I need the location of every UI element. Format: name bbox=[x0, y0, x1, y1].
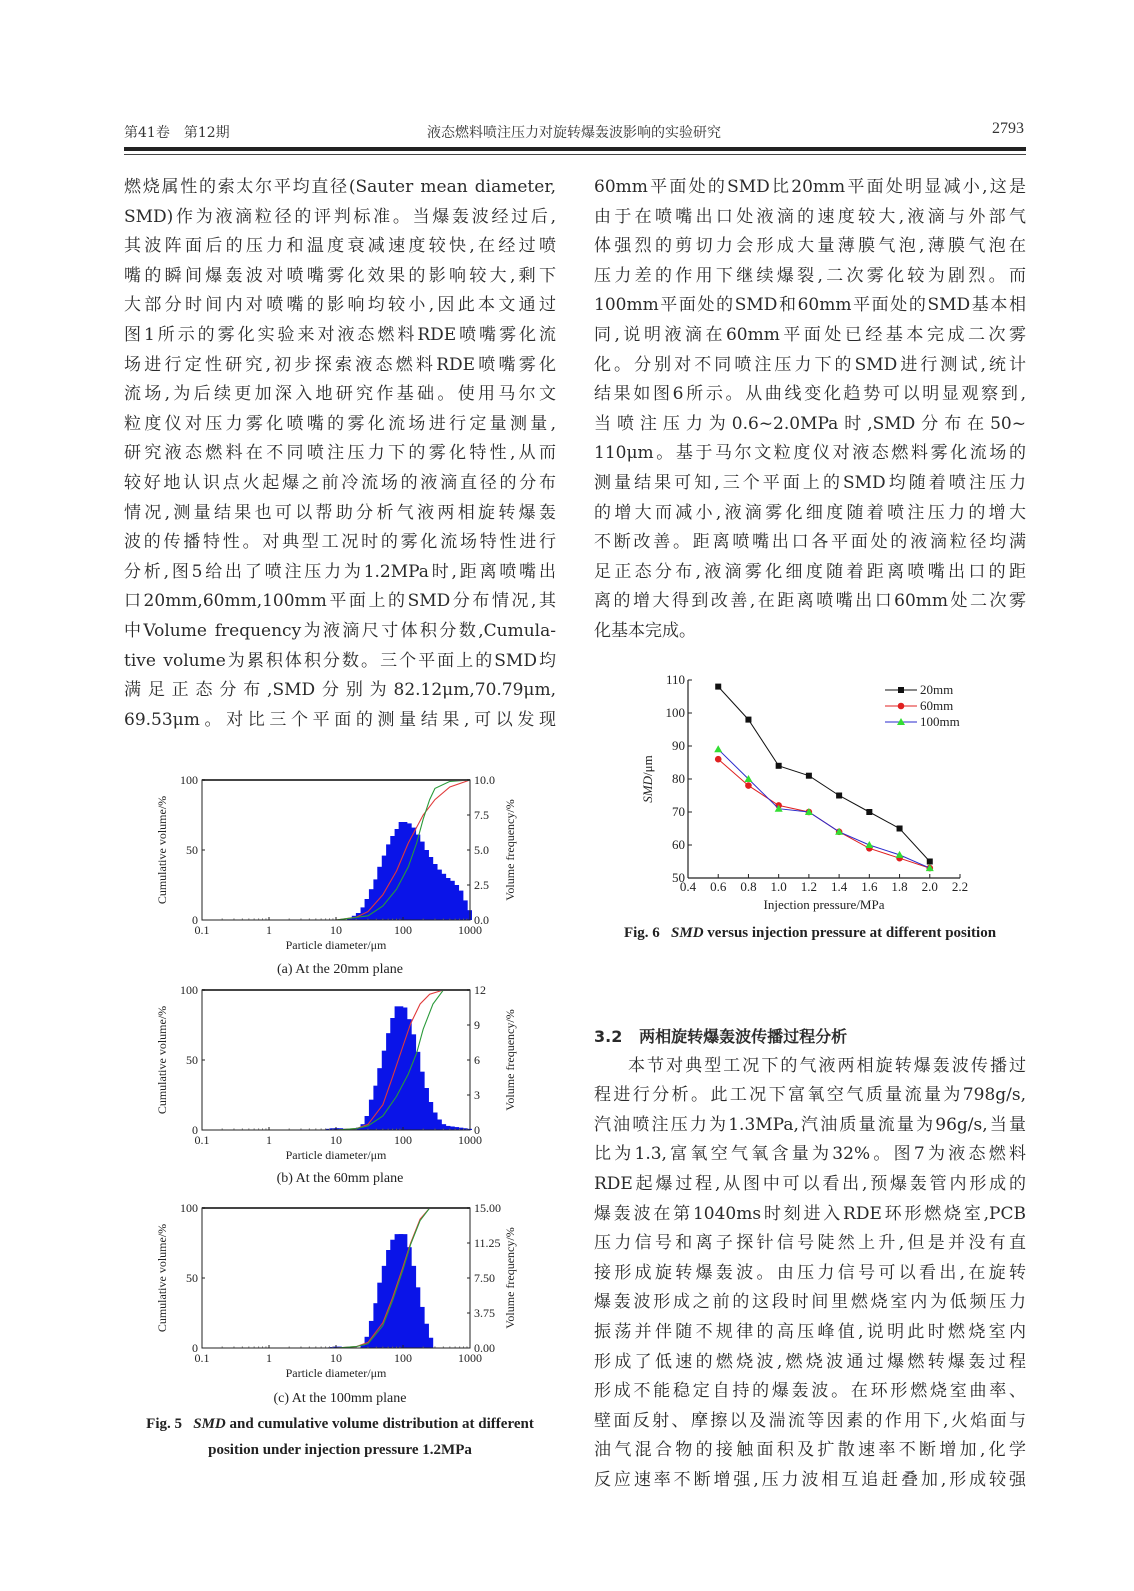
running-header bbox=[124, 118, 1024, 142]
x-axis-label: Particle diameter/μm bbox=[285, 1148, 387, 1162]
y-right-axis-label: Volume frequency/% bbox=[503, 1009, 517, 1111]
right-column-text bbox=[594, 173, 1026, 647]
text-line: 图1所示的雾化实验来对液态燃料RDE喷嘴雾化流 bbox=[124, 324, 556, 345]
fig5b-chart bbox=[140, 980, 540, 1190]
y-axis-label-italic: SMD bbox=[640, 775, 655, 803]
text-line: 研究液态燃料在不同喷注压力下的雾化特性,从而 bbox=[124, 443, 556, 464]
y-right-tick-label: 0 bbox=[474, 1123, 480, 1137]
page-number: 2793 bbox=[992, 120, 1024, 137]
y-right-tick-label: 2.5 bbox=[474, 878, 489, 892]
y-right-tick-label: 15.00 bbox=[474, 1201, 501, 1215]
y-left-axis-label: Cumulative volume/% bbox=[155, 795, 169, 905]
x-tick-label: 100 bbox=[394, 1133, 412, 1147]
fig6-chart bbox=[630, 668, 990, 920]
fig5-caption-smd: SMD bbox=[193, 1416, 226, 1432]
x-tick-label: 1.8 bbox=[891, 879, 908, 894]
text-line: 粒度仪对压力雾化喷嘴的雾化流场进行定量测量, bbox=[124, 413, 556, 434]
x-tick-label: 1.2 bbox=[800, 879, 818, 894]
text-line: 波的传播特性。对典型工况时的雾化流场特性进行 bbox=[124, 532, 556, 553]
header-rule-thick bbox=[124, 147, 1026, 151]
y-axis-label-unit: /μm bbox=[640, 755, 655, 776]
x-tick-label: 1 bbox=[266, 1351, 272, 1365]
histogram-bar bbox=[463, 910, 472, 920]
y-right-tick-label: 3.75 bbox=[474, 1306, 495, 1320]
y-right-tick-label: 7.5 bbox=[474, 808, 489, 822]
y-tick-label: 70 bbox=[672, 804, 685, 819]
y-right-tick-label: 0.00 bbox=[474, 1341, 495, 1355]
y-left-tick-label: 100 bbox=[180, 983, 198, 997]
y-tick-label: 100 bbox=[665, 705, 685, 720]
y-right-tick-label: 3 bbox=[474, 1088, 480, 1102]
marker-square bbox=[927, 859, 933, 865]
text-line: 中Volume frequency为液滴尺寸体积分数,Cumula- bbox=[124, 620, 556, 641]
text-line: 100mm平面处的SMD和60mm平面处的SMD基本相 bbox=[594, 295, 1026, 316]
text-line: 嘴的瞬间爆轰波对喷嘴雾化效果的影响较大,剩下 bbox=[124, 265, 556, 286]
x-axis-label: Injection pressure/MPa bbox=[763, 897, 885, 912]
y-left-axis-label: Cumulative volume/% bbox=[155, 1005, 169, 1115]
series-line-100mm bbox=[718, 749, 930, 868]
text-line: 110μm。基于马尔文粒度仪对液态燃料雾化流场的 bbox=[594, 443, 1026, 464]
text-line: 离的增大得到改善,在距离喷嘴出口60mm处二次雾 bbox=[594, 591, 1026, 612]
y-right-tick-label: 0.0 bbox=[474, 913, 489, 927]
text-line: 接形成旋转爆轰波。由压力信号可以看出,在旋转 bbox=[594, 1262, 1026, 1283]
x-tick-label: 1000 bbox=[458, 1351, 482, 1365]
text-line: 口20mm,60mm,100mm平面上的SMD分布情况,其 bbox=[124, 591, 556, 612]
y-left-tick-label: 50 bbox=[186, 1271, 198, 1285]
x-tick-label: 0.8 bbox=[740, 879, 757, 894]
y-left-tick-label: 100 bbox=[180, 773, 198, 787]
x-tick-label: 2.0 bbox=[921, 879, 938, 894]
text-line: 较好地认识点火起爆之前冷流场的液滴直径的分布 bbox=[124, 472, 556, 493]
text-line: 汽油喷注压力为1.3MPa,汽油质量流量为96g/s,当量 bbox=[594, 1114, 1026, 1135]
y-tick-label: 110 bbox=[665, 672, 685, 687]
x-axis-label: Particle diameter/μm bbox=[285, 1366, 387, 1380]
fig6-caption-rest: versus injection pressure at different position bbox=[703, 925, 997, 941]
y-tick-label: 50 bbox=[672, 870, 685, 885]
marker-square bbox=[866, 809, 872, 815]
marker-circle bbox=[745, 782, 752, 789]
text-line: 形成了低速的燃烧波,燃烧波通过爆燃转爆轰过程 bbox=[594, 1351, 1026, 1372]
x-tick-label: 1000 bbox=[458, 923, 482, 937]
x-tick-label: 1.6 bbox=[861, 879, 878, 894]
x-tick-label: 0.1 bbox=[194, 1133, 210, 1147]
y-right-tick-label: 11.25 bbox=[474, 1236, 501, 1250]
x-tick-label: 1 bbox=[266, 1133, 272, 1147]
y-right-axis-label: Volume frequency/% bbox=[503, 799, 517, 901]
text-line: 压力信号和离子探针信号陡然上升,但是并没有直 bbox=[594, 1233, 1026, 1254]
x-tick-label: 100 bbox=[394, 923, 412, 937]
marker-square bbox=[898, 687, 904, 693]
x-tick-label: 0.4 bbox=[679, 879, 697, 894]
x-tick-label: 1000 bbox=[458, 1133, 482, 1147]
text-line: 燃烧属性的索太尔平均直径(Sauter mean diameter, bbox=[124, 177, 556, 197]
x-tick-label: 1.0 bbox=[770, 879, 787, 894]
text-line: 本节对典型工况下的气液两相旋转爆轰波传播过 bbox=[628, 1055, 1026, 1076]
marker-square bbox=[715, 684, 721, 690]
header-rule-thin bbox=[124, 154, 1026, 155]
journal-volume-issue: 第41卷 第12期 bbox=[124, 125, 230, 141]
section-body bbox=[594, 1052, 1026, 1496]
text-line: 结果如图6所示。从曲线变化趋势可以明显观察到, bbox=[594, 384, 1026, 405]
running-title: 液态燃料喷注压力对旋转爆轰波影响的实验研究 bbox=[427, 125, 721, 141]
text-line: 流场,为后续更加深入地研究作基础。使用马尔文 bbox=[124, 384, 556, 405]
series-line-20mm bbox=[718, 687, 930, 862]
x-tick-label: 100 bbox=[394, 1351, 412, 1365]
section-heading bbox=[594, 1022, 1026, 1052]
fig5-caption bbox=[110, 1416, 570, 1433]
text-line: SMD)作为液滴粒径的评判标准。当爆轰波经过后, bbox=[124, 206, 556, 227]
y-left-tick-label: 0 bbox=[192, 913, 198, 927]
marker-triangle bbox=[714, 745, 722, 752]
x-tick-label: 0.1 bbox=[194, 923, 210, 937]
fig5b-subcaption: (b) At the 60mm plane bbox=[276, 1171, 404, 1186]
text-line: 压力差的作用下继续爆裂,二次雾化较为剧烈。而 bbox=[594, 265, 1026, 286]
text-line: 爆轰波在第1040ms时刻进入RDE环形燃烧室,PCB bbox=[594, 1203, 1026, 1224]
text-line: 测量结果可知,三个平面上的SMD均随着喷注压力 bbox=[594, 472, 1026, 493]
y-tick-label: 80 bbox=[672, 771, 685, 786]
y-axis-label bbox=[640, 755, 655, 802]
histogram-bar bbox=[424, 1338, 433, 1348]
y-right-tick-label: 10.0 bbox=[474, 773, 495, 787]
legend-label: 100mm bbox=[920, 714, 960, 729]
marker-square bbox=[776, 763, 782, 769]
y-left-tick-label: 100 bbox=[180, 1201, 198, 1215]
x-tick-label: 10 bbox=[330, 1133, 342, 1147]
x-tick-label: 0.6 bbox=[710, 879, 727, 894]
text-line: 比为1.3,富氧空气氧含量为32%。图7为液态燃料 bbox=[594, 1144, 1026, 1165]
text-line: 60mm平面处的SMD比20mm平面处明显减小,这是 bbox=[594, 177, 1026, 197]
y-left-tick-label: 50 bbox=[186, 843, 198, 857]
y-left-tick-label: 0 bbox=[192, 1123, 198, 1137]
y-right-tick-label: 7.50 bbox=[474, 1271, 495, 1285]
fig5-caption-label: Fig. 5 bbox=[146, 1416, 182, 1432]
fig6-caption-smd: SMD bbox=[671, 925, 704, 941]
marker-circle bbox=[898, 703, 905, 710]
text-line: 同,说明液滴在60mm平面处已经基本完成二次雾 bbox=[594, 324, 1026, 345]
fig6-caption bbox=[594, 925, 1026, 942]
y-right-axis-label: Volume frequency/% bbox=[503, 1227, 517, 1329]
x-tick-label: 10 bbox=[330, 923, 342, 937]
section-3-2 bbox=[594, 1022, 1026, 1496]
plot-frame bbox=[202, 1208, 470, 1348]
text-line: 壁面反射、摩擦以及湍流等因素的作用下,火焰面与 bbox=[594, 1410, 1026, 1431]
y-right-tick-label: 6 bbox=[474, 1053, 480, 1067]
text-line: 爆轰波形成之前的这段时间里燃烧室内为低频压力 bbox=[594, 1292, 1026, 1313]
marker-square bbox=[897, 826, 903, 832]
text-line: 反应速率不断增强,压力波相互追赶叠加,形成较强 bbox=[594, 1469, 1026, 1490]
y-left-axis-label: Cumulative volume/% bbox=[155, 1223, 169, 1333]
marker-circle bbox=[715, 756, 722, 763]
marker-square bbox=[836, 793, 842, 799]
y-right-tick-label: 9 bbox=[474, 1018, 480, 1032]
y-left-tick-label: 50 bbox=[186, 1053, 198, 1067]
series-line-60mm bbox=[718, 759, 930, 868]
legend-label: 20mm bbox=[920, 682, 954, 697]
text-line: 化基本完成。 bbox=[594, 620, 696, 641]
x-axis-label: Particle diameter/μm bbox=[285, 938, 387, 952]
text-line: RDE起爆过程,从图中可以看出,预爆轰管内形成的 bbox=[594, 1173, 1026, 1194]
text-line: 当喷注压力为0.6~2.0MPa时,SMD分布在50~ bbox=[594, 413, 1026, 434]
text-line: tive volume为累积体积分数。三个平面上的SMD均 bbox=[124, 650, 556, 671]
fig6-caption-label: Fig. 6 bbox=[623, 925, 660, 941]
text-line: 不断改善。距离喷嘴出口各平面处的液滴粒径均满 bbox=[594, 532, 1026, 553]
fig5c-subcaption: (c) At the 100mm plane bbox=[273, 1391, 407, 1406]
x-tick-label: 0.1 bbox=[194, 1351, 210, 1365]
text-line: 满足正态分布,SMD分别为82.12μm,70.79μm, bbox=[124, 680, 556, 701]
text-line: 其波阵面后的压力和温度衰减速度较快,在经过喷 bbox=[124, 236, 556, 257]
y-right-tick-label: 5.0 bbox=[474, 843, 489, 857]
text-line: 场进行定性研究,初步探索液态燃料RDE喷嘴雾化 bbox=[124, 354, 556, 375]
section-number: 3.2 bbox=[594, 1027, 623, 1046]
text-line: 油气混合物的接触面积及扩散速率不断增加,化学 bbox=[594, 1440, 1026, 1461]
text-line: 振荡并伴随不规律的高压峰值,说明此时燃烧室内 bbox=[594, 1321, 1026, 1342]
x-tick-label: 10 bbox=[330, 1351, 342, 1365]
fig5-caption-line2: position under injection pressure 1.2MPa bbox=[208, 1442, 472, 1458]
y-left-tick-label: 0 bbox=[192, 1341, 198, 1355]
text-line: 程进行分析。此工况下富氧空气质量流量为798g/s, bbox=[594, 1085, 1026, 1106]
text-line: 的增大而减小,液滴雾化细度随着喷注压力的增大 bbox=[594, 502, 1026, 523]
text-line: 体强烈的剪切力会形成大量薄膜气泡,薄膜气泡在 bbox=[594, 236, 1026, 257]
legend-label: 60mm bbox=[920, 698, 954, 713]
fig5c-chart bbox=[140, 1198, 540, 1408]
x-tick-label: 1 bbox=[266, 923, 272, 937]
text-line: 69.53μm。对比三个平面的测量结果,可以发现 bbox=[124, 709, 556, 730]
fig5-caption-line1: and cumulative volume distribution at different bbox=[225, 1416, 534, 1432]
text-line: 大部分时间内对喷嘴的影响均较小,因此本文通过 bbox=[124, 295, 556, 316]
y-right-tick-label: 12 bbox=[474, 983, 486, 997]
y-tick-label: 90 bbox=[672, 738, 685, 753]
section-title: 两相旋转爆轰波传播过程分析 bbox=[639, 1027, 848, 1046]
left-column-text bbox=[124, 173, 556, 735]
text-line: 化。分别对不同喷注压力下的SMD进行测试,统计 bbox=[594, 354, 1026, 375]
marker-triangle bbox=[865, 841, 873, 848]
y-tick-label: 60 bbox=[672, 837, 685, 852]
text-line: 情况,测量结果也可以帮助分析气液两相旋转爆轰 bbox=[124, 502, 556, 523]
fig5a-chart bbox=[140, 770, 540, 980]
text-line: 足正态分布,液滴雾化细度随着距离喷嘴出口的距 bbox=[594, 561, 1026, 582]
text-line: 由于在喷嘴出口处液滴的速度较大,液滴与外部气 bbox=[594, 206, 1026, 227]
fig5a-subcaption: (a) At the 20mm plane bbox=[277, 962, 403, 977]
marker-square bbox=[806, 773, 812, 779]
x-tick-label: 2.2 bbox=[951, 879, 969, 894]
text-line: 分析,图5给出了喷注压力为1.2MPa时,距离喷嘴出 bbox=[124, 561, 556, 582]
x-tick-label: 1.4 bbox=[830, 879, 848, 894]
marker-square bbox=[745, 717, 751, 723]
text-line: 形成不能稳定自持的爆轰波。在环形燃烧室曲率、 bbox=[594, 1381, 1026, 1402]
